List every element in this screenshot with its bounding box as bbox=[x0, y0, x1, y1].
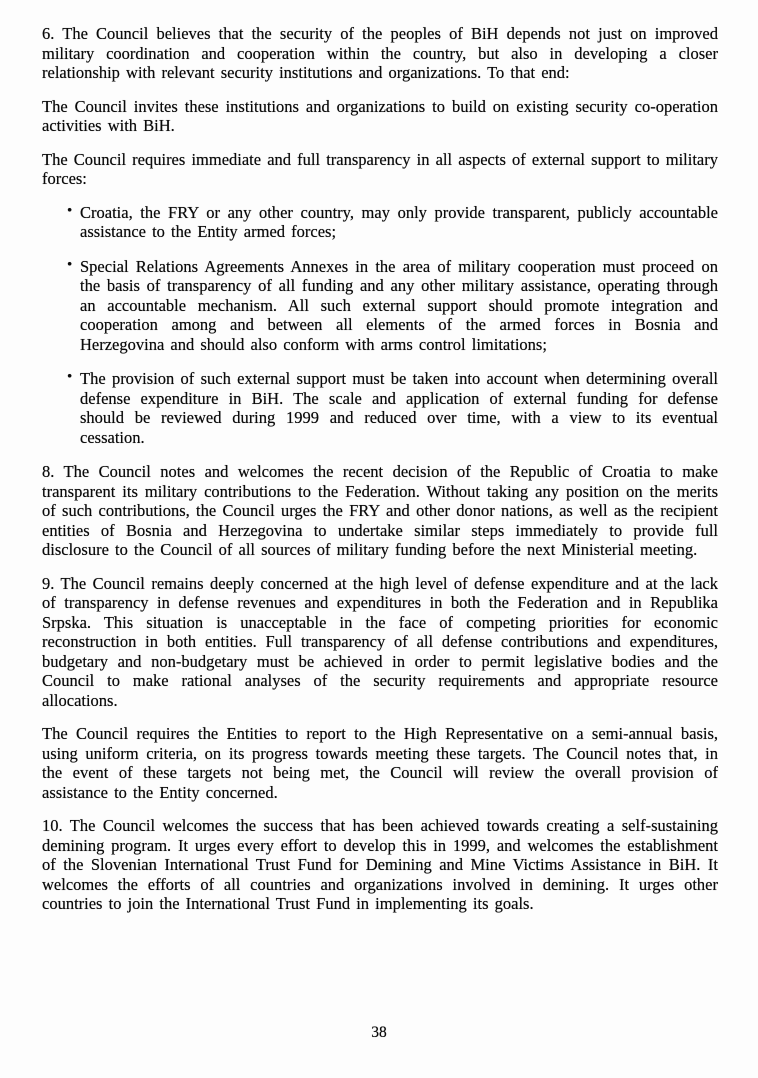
paragraph-10: 10. The Council welcomes the success that has been achieved towards creating a self-sustaining demining program. It urges every effort to develop this in 1999, and welcomes the establishment of the Slovenian International Trust Fund for Demining and Mine Victims Assistance in BiH. It welcomes the efforts of all countries and organizations involved in demining. It urges other countries to join the International Trust Fund in implementing its goals. bbox=[42, 816, 718, 913]
bullet-icon: • bbox=[67, 369, 73, 385]
bullet-text: Croatia, the FRY or any other country, may only provide transparent, publicly accountable assistance to the Entity armed forces; bbox=[80, 202, 718, 241]
bullet-text: Special Relations Agreements Annexes in the area of military cooperation must proceed on the basis of transparency of all funding and any other military assistance, operating through an accountable mechanism. All such external support should promote integration and cooperation among and between all elements of the armed forces in Bosnia and Herzegovina and should also conform with arms control limitations; bbox=[80, 256, 718, 354]
bullet-item-special-relations bbox=[42, 257, 718, 355]
bullet-item-external-support bbox=[42, 369, 718, 447]
bullet-text: The provision of such external support must be taken into account when determining overall defense expenditure in BiH. The scale and application of external funding for defense should be reviewed during 1999 and reduced over time, with a view to its eventual cessation. bbox=[80, 369, 718, 447]
bullet-item-croatia bbox=[42, 203, 718, 242]
paragraph-entities-report: The Council requires the Entities to report to the High Representative on a semi-annual basis, using uniform criteria, on its progress towards meeting these targets. The Council notes that, in the event of these targets not being met, the Council will review the overall provision of assistance to the Entity concerned. bbox=[42, 724, 718, 802]
paragraph-8: 8. The Council notes and welcomes the recent decision of the Republic of Croatia to make transparent its military contributions to the Federation. Without taking any position on the merits of such contributions, the Council urges the FRY and other donor nations, as well as the recipient entities of Bosnia and Herzegovina to undertake similar steps immediately to provide full disclosure to the Council of all sources of military funding before the next Ministerial meeting. bbox=[42, 462, 718, 559]
bullet-list bbox=[42, 203, 718, 448]
paragraph-9: 9. The Council remains deeply concerned at the high level of defense expenditure and at the lack of transparency in defense revenues and expenditures in both the Federation and in Republika Srpska. This situation is unacceptable in the face of competing priorities for economic reconstruction in both entities. Full transparency of all defense contributions and expenditures, budgetary and non-budgetary must be achieved in order to permit legislative bodies and the Council to make rational analyses of the security requirements and appropriate resource allocations. bbox=[42, 573, 718, 710]
paragraph-council-invites: The Council invites these institutions and organizations to build on existing security co-operation activities with BiH. bbox=[42, 96, 718, 135]
bullet-icon: • bbox=[67, 202, 73, 219]
document-body bbox=[42, 24, 718, 928]
bullet-icon: • bbox=[67, 256, 73, 273]
page-number: 38 bbox=[371, 1024, 387, 1041]
paragraph-6: 6. The Council believes that the security of the peoples of BiH depends not just on improved military coordination and cooperation within the country, but also in developing a closer relationship with relevant security institutions and organizations. To that end: bbox=[42, 24, 718, 82]
paragraph-council-requires: The Council requires immediate and full transparency in all aspects of external support to military forces: bbox=[42, 149, 718, 188]
